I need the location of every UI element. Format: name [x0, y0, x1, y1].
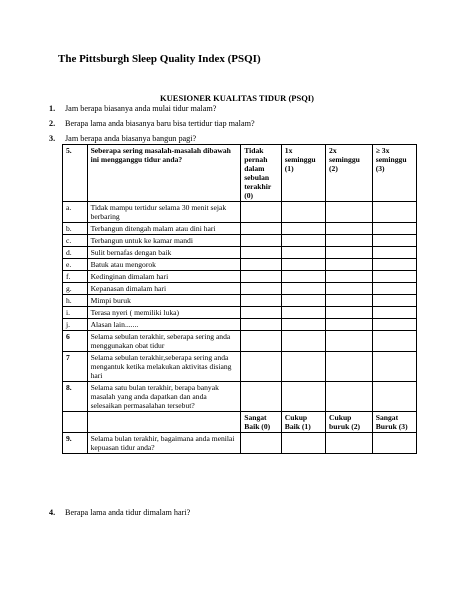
answer-cell[interactable] [241, 202, 282, 223]
answer-cell[interactable] [372, 235, 416, 247]
row-label: d. [63, 247, 88, 259]
row-text: Selama sebulan terakhir,seberapa sering anda mengantuk ketika melakukan aktivitas disiang hari [87, 352, 241, 382]
answer-cell[interactable] [241, 295, 282, 307]
answer-cell[interactable] [372, 352, 416, 382]
question-number: 4. [49, 508, 56, 517]
answer-cell[interactable] [241, 235, 282, 247]
row-text: Kedinginan dimalam hari [87, 271, 241, 283]
answer-cell[interactable] [281, 283, 325, 295]
answer-cell[interactable] [281, 271, 325, 283]
row-text: Terbangun untuk ke kamar mandi [87, 235, 241, 247]
table-row [63, 247, 417, 259]
quality-header-row [63, 412, 417, 433]
answer-cell[interactable] [281, 295, 325, 307]
answer-cell[interactable] [372, 271, 416, 283]
table-row [63, 259, 417, 271]
answer-cell[interactable] [326, 295, 373, 307]
answer-cell[interactable] [326, 271, 373, 283]
answer-cell[interactable] [241, 352, 282, 382]
row-label: f. [63, 271, 88, 283]
row-label: 7 [63, 352, 88, 382]
answer-cell[interactable] [326, 382, 373, 412]
answer-cell[interactable] [326, 433, 373, 454]
table-row [63, 235, 417, 247]
sleep-disturbance-table [62, 144, 417, 454]
answer-cell[interactable] [241, 307, 282, 319]
header-col-3: ≥ 3x seminggu (3) [372, 145, 416, 202]
answer-cell[interactable] [281, 259, 325, 271]
quality-col-1: Cukup Baik (1) [281, 412, 325, 433]
row-label: c. [63, 235, 88, 247]
question-4 [49, 508, 190, 517]
questionnaire-title: KUESIONER KUALITAS TIDUR (PSQI) [160, 93, 314, 103]
answer-cell[interactable] [372, 283, 416, 295]
row-text: Selama sebulan terakhir, seberapa sering anda menggunakan obat tidur [87, 331, 241, 352]
answer-cell[interactable] [326, 283, 373, 295]
question-number: 1. [49, 104, 56, 113]
quality-col-2: Cukup buruk (2) [326, 412, 373, 433]
row-text: Terbangun ditengah malam atau dini hari [87, 223, 241, 235]
question-text: Jam berapa anda biasanya bangun pagi? [65, 134, 197, 143]
row-label: e. [63, 259, 88, 271]
answer-cell[interactable] [281, 433, 325, 454]
answer-cell[interactable] [241, 331, 282, 352]
row-label: g. [63, 283, 88, 295]
quality-col-0: Sangat Baik (0) [241, 412, 282, 433]
answer-cell[interactable] [281, 319, 325, 331]
row-label: a. [63, 202, 88, 223]
table-row [63, 382, 417, 412]
answer-cell[interactable] [326, 307, 373, 319]
answer-cell[interactable] [241, 271, 282, 283]
table-row [63, 331, 417, 352]
answer-cell[interactable] [241, 247, 282, 259]
question-2 [49, 119, 255, 128]
row-label: 8. [63, 382, 88, 412]
question-number: 2. [49, 119, 56, 128]
answer-cell[interactable] [372, 202, 416, 223]
answer-cell[interactable] [281, 382, 325, 412]
empty-cell [87, 412, 241, 433]
answer-cell[interactable] [372, 259, 416, 271]
header-col-1: 1x seminggu (1) [281, 145, 325, 202]
question-text: Berapa lama anda tidur dimalam hari? [65, 508, 191, 517]
row-text: Selama bulan terakhir, bagaimana anda menilai kepuasan tidur anda? [87, 433, 241, 454]
question-text: Berapa lama anda biasanya baru bisa tertidur tiap malam? [65, 119, 255, 128]
answer-cell[interactable] [241, 223, 282, 235]
header-col-0: Tidak pernah dalam sebulan terakhir (0) [241, 145, 282, 202]
table-row [63, 283, 417, 295]
table-row [63, 223, 417, 235]
row-label: b. [63, 223, 88, 235]
answer-cell[interactable] [281, 223, 325, 235]
answer-cell[interactable] [281, 202, 325, 223]
table-row [63, 352, 417, 382]
answer-cell[interactable] [326, 319, 373, 331]
answer-cell[interactable] [281, 352, 325, 382]
answer-cell[interactable] [326, 331, 373, 352]
table-row [63, 202, 417, 223]
question-text: Jam berapa biasanya anda mulai tidur malam? [65, 104, 217, 113]
table-header-row [63, 145, 417, 202]
row-label: 9. [63, 433, 88, 454]
row-text: Batuk atau mengorok [87, 259, 241, 271]
table-row [63, 295, 417, 307]
answer-cell[interactable] [241, 283, 282, 295]
row-text: Sulit bernafas dengan baik [87, 247, 241, 259]
answer-cell[interactable] [326, 352, 373, 382]
header-col-2: 2x seminggu (2) [326, 145, 373, 202]
answer-cell[interactable] [281, 307, 325, 319]
answer-cell[interactable] [326, 247, 373, 259]
table-row [63, 433, 417, 454]
answer-cell[interactable] [241, 319, 282, 331]
table-row [63, 307, 417, 319]
answer-cell[interactable] [372, 331, 416, 352]
answer-cell[interactable] [241, 382, 282, 412]
answer-cell[interactable] [326, 223, 373, 235]
page-title: The Pittsburgh Sleep Quality Index (PSQI) [58, 53, 261, 65]
row-label: j. [63, 319, 88, 331]
answer-cell[interactable] [372, 433, 416, 454]
answer-cell[interactable] [372, 223, 416, 235]
quality-col-3: Sangat Buruk (3) [372, 412, 416, 433]
answer-cell[interactable] [326, 259, 373, 271]
table-row [63, 319, 417, 331]
row-text: Alasan lain....... [87, 319, 241, 331]
answer-cell[interactable] [281, 331, 325, 352]
answer-cell[interactable] [281, 247, 325, 259]
question-3 [49, 134, 196, 143]
row-text: Terasa nyeri ( memiliki luka) [87, 307, 241, 319]
question-1 [49, 104, 216, 113]
row-text: Kepanasan dimalam hari [87, 283, 241, 295]
header-question: Seberapa sering masalah-masalah dibawah ini mengganggu tidur anda? [87, 145, 241, 202]
header-number: 5. [63, 145, 88, 202]
answer-cell[interactable] [372, 295, 416, 307]
row-text: Selama satu bulan terakhir, berapa banyak masalah yang anda dapatkan dan anda selesaikan permasalahan tersebut? [87, 382, 241, 412]
answer-cell[interactable] [241, 259, 282, 271]
answer-cell[interactable] [372, 307, 416, 319]
answer-cell[interactable] [372, 247, 416, 259]
empty-cell [63, 412, 88, 433]
answer-cell[interactable] [281, 235, 325, 247]
answer-cell[interactable] [326, 235, 373, 247]
answer-cell[interactable] [241, 433, 282, 454]
question-number: 3. [49, 134, 56, 143]
row-text: Mimpi buruk [87, 295, 241, 307]
row-label: i. [63, 307, 88, 319]
row-label: h. [63, 295, 88, 307]
table-row [63, 271, 417, 283]
answer-cell[interactable] [372, 319, 416, 331]
row-label: 6 [63, 331, 88, 352]
answer-cell[interactable] [326, 202, 373, 223]
answer-cell[interactable] [372, 382, 416, 412]
row-text: Tidak mampu tertidur selama 30 menit sejak berbaring [87, 202, 241, 223]
